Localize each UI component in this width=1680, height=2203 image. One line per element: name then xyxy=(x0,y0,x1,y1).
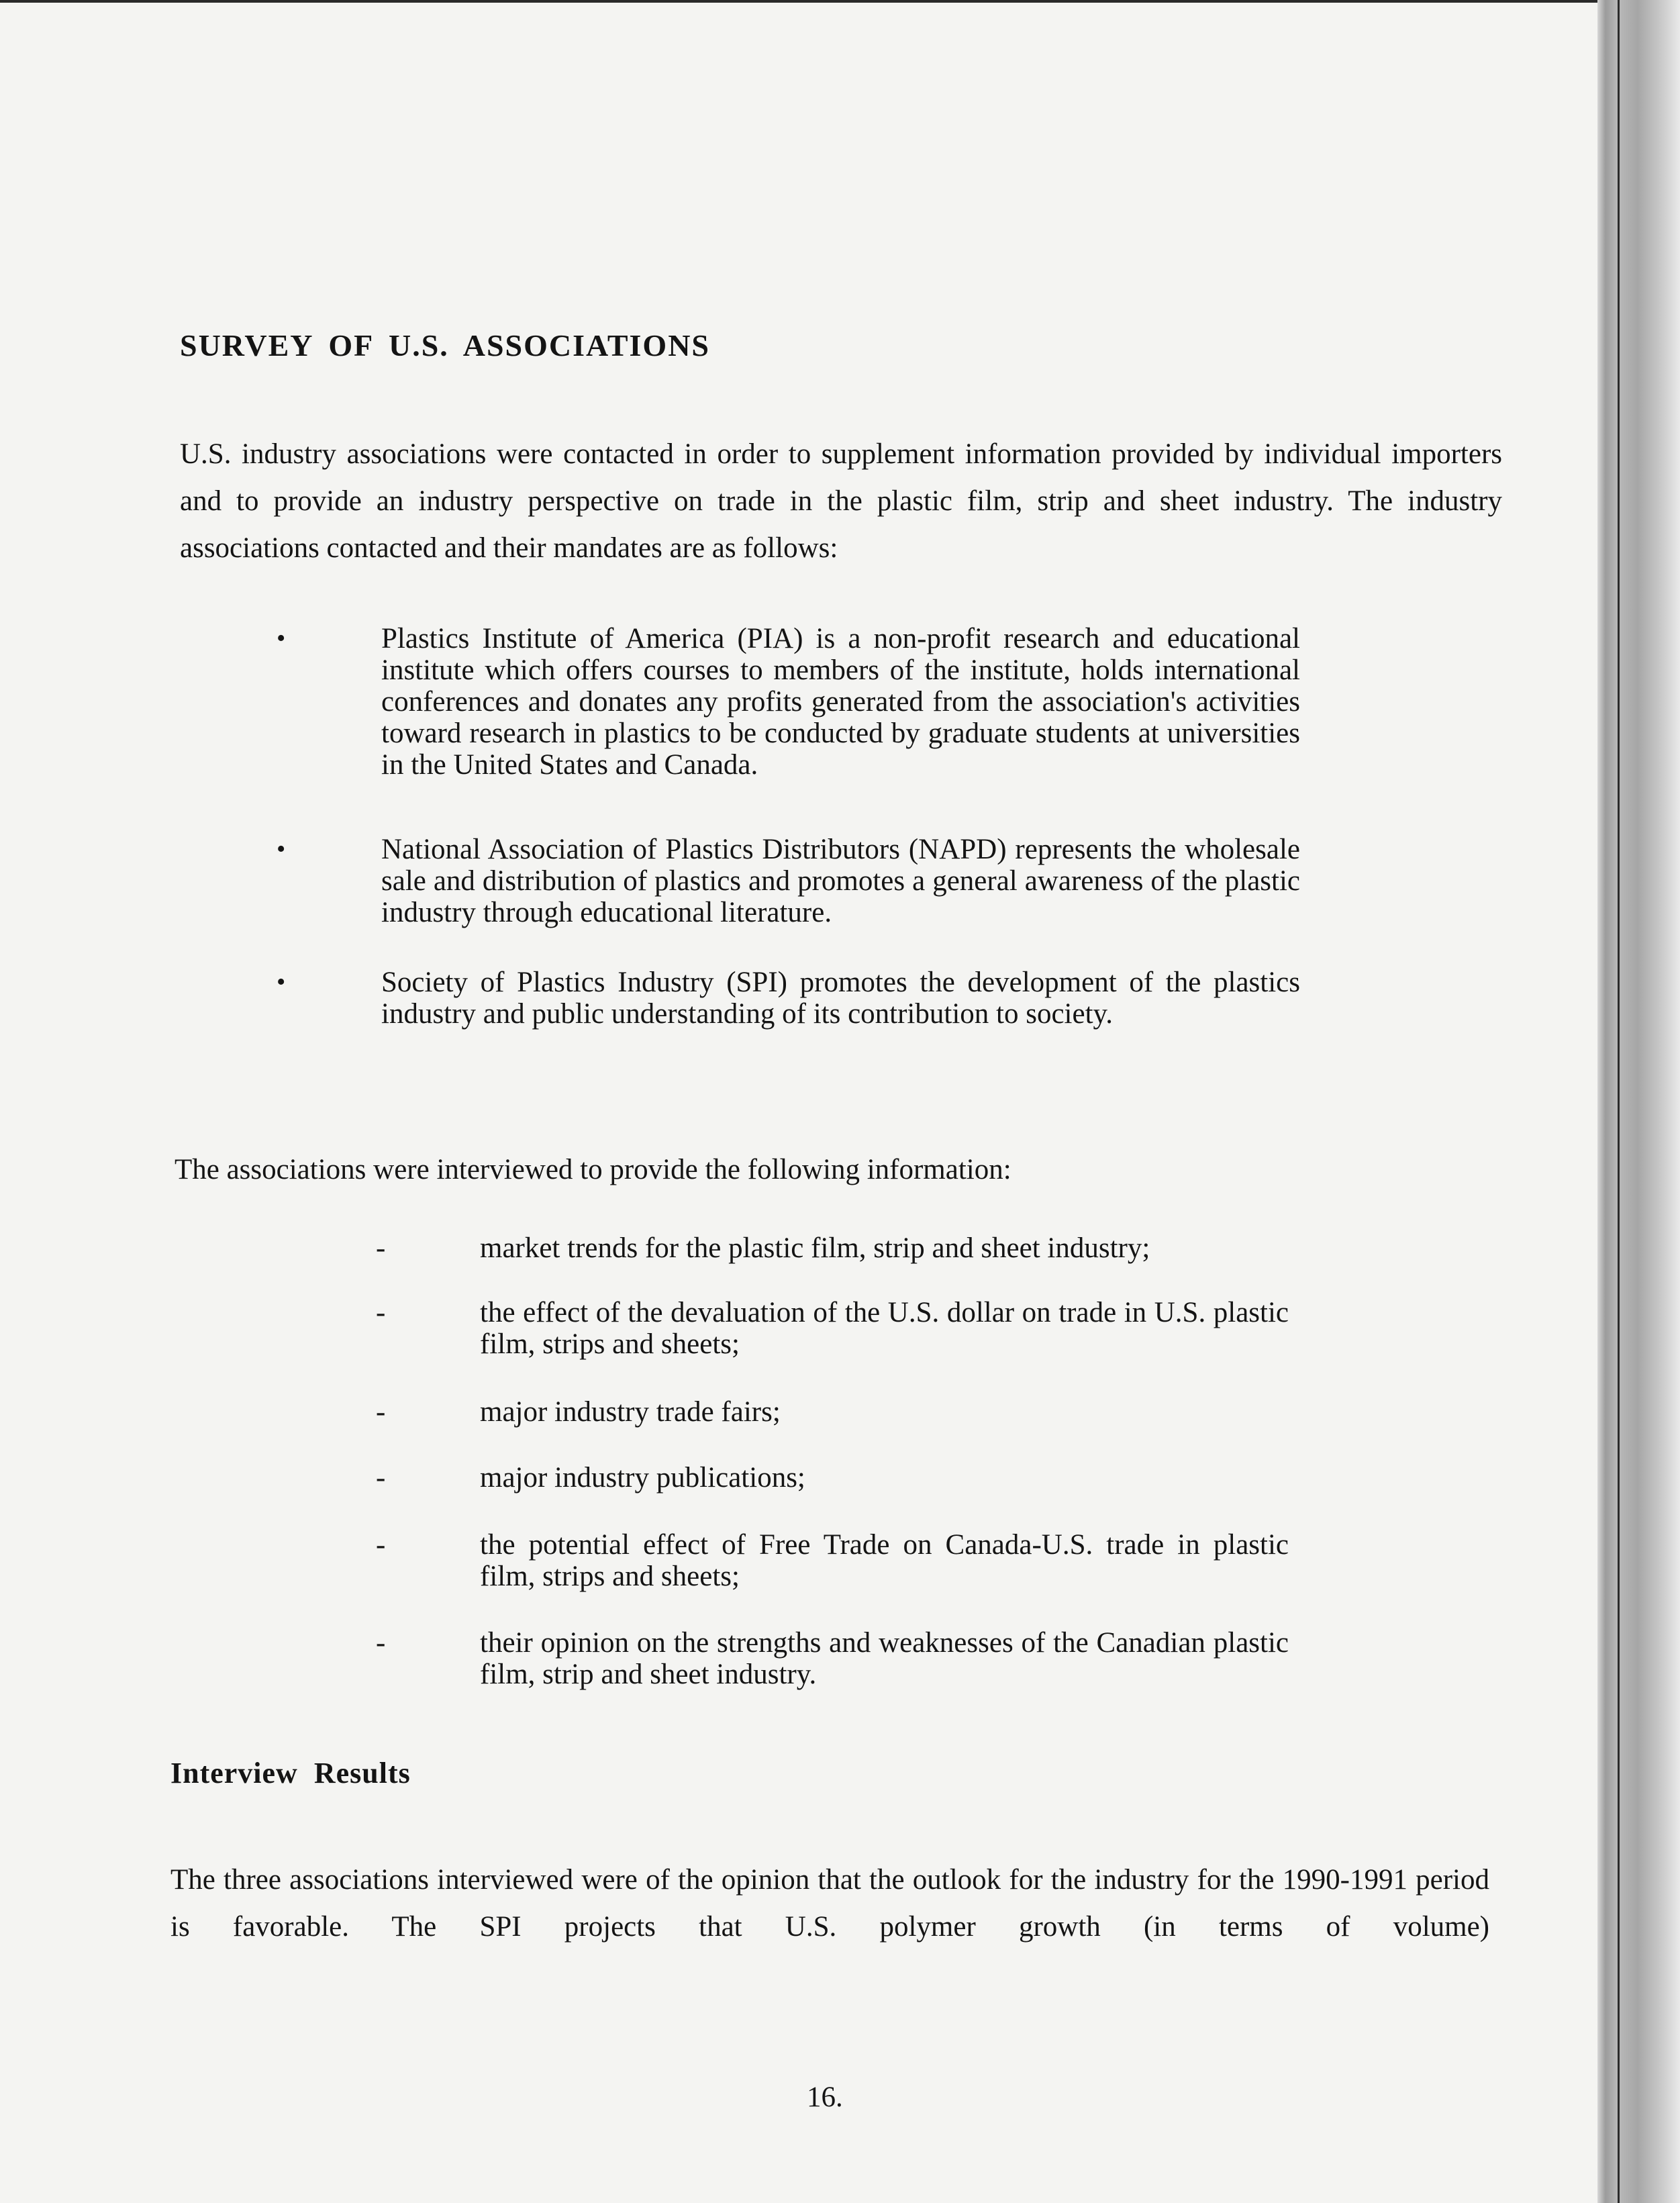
page-number: 16. xyxy=(807,2082,843,2113)
dash-icon: - xyxy=(376,1627,386,1659)
associations-list xyxy=(277,623,1300,1074)
association-item xyxy=(277,834,1300,967)
scan-right-edge-shadow xyxy=(1597,0,1680,2203)
dash-icon: - xyxy=(376,1396,386,1428)
bullet-icon: • xyxy=(277,624,286,652)
interview-intro: The associations were interviewed to provide the following information: xyxy=(175,1154,1011,1185)
scan-right-edge-line xyxy=(1618,0,1620,2203)
topic-item xyxy=(376,1396,1289,1462)
topic-item xyxy=(376,1462,1289,1529)
topic-item xyxy=(376,1232,1289,1297)
topic-item xyxy=(376,1627,1289,1694)
results-heading: Interview Results xyxy=(170,1757,411,1790)
topic-text: the effect of the devaluation of the U.S. dollar on trade in U.S. plastic film, strips and sheets; xyxy=(480,1297,1289,1360)
scan-top-edge xyxy=(0,0,1604,3)
association-description: Society of Plastics Industry (SPI) promotes the development of the plastics industry and public understanding of its contribution to society. xyxy=(381,967,1300,1030)
bullet-icon: • xyxy=(277,968,286,996)
association-description: National Association of Plastics Distributors (NAPD) represents the wholesale sale and distribution of plastics and promotes a general awareness of the plastic industry through educational literature. xyxy=(381,834,1300,928)
topic-text: major industry publications; xyxy=(480,1462,805,1494)
topic-item xyxy=(376,1297,1289,1396)
results-paragraph: The three associations interviewed were of the opinion that the outlook for the industry for the 1990-1991 period is favorable. The SPI projects that U.S. polymer growth (in terms of volume) xyxy=(170,1864,1489,1943)
dash-icon: - xyxy=(376,1462,386,1494)
dash-icon: - xyxy=(376,1232,386,1264)
section-title: SURVEY OF U.S. ASSOCIATIONS xyxy=(180,328,711,362)
intro-paragraph: U.S. industry associations were contacted in order to supplement information provided by individual importers and to provide an industry perspective on trade in the plastic film, strip and sheet industry. The industry associations contacted and their mandates are as follows: xyxy=(180,438,1502,564)
topic-text: the potential effect of Free Trade on Canada-U.S. trade in plastic film, strips and sheets; xyxy=(480,1529,1289,1592)
topics-list xyxy=(376,1232,1289,1694)
bullet-icon: • xyxy=(277,835,286,863)
association-description: Plastics Institute of America (PIA) is a non-profit research and educational institute which offers courses to members of the institute, holds international conferences and donates any profits generated from the association's activities toward research in plastics to be conducted by graduate students at universities in the United States and Canada. xyxy=(381,623,1300,781)
dash-icon: - xyxy=(376,1297,386,1328)
topic-text: their opinion on the strengths and weaknesses of the Canadian plastic film, strip and sheet industry. xyxy=(480,1627,1289,1690)
topic-text: market trends for the plastic film, strip and sheet industry; xyxy=(480,1232,1150,1264)
topic-item xyxy=(376,1529,1289,1627)
association-item xyxy=(277,967,1300,1074)
association-item xyxy=(277,623,1300,834)
dash-icon: - xyxy=(376,1529,386,1561)
topic-text: major industry trade fairs; xyxy=(480,1396,781,1428)
